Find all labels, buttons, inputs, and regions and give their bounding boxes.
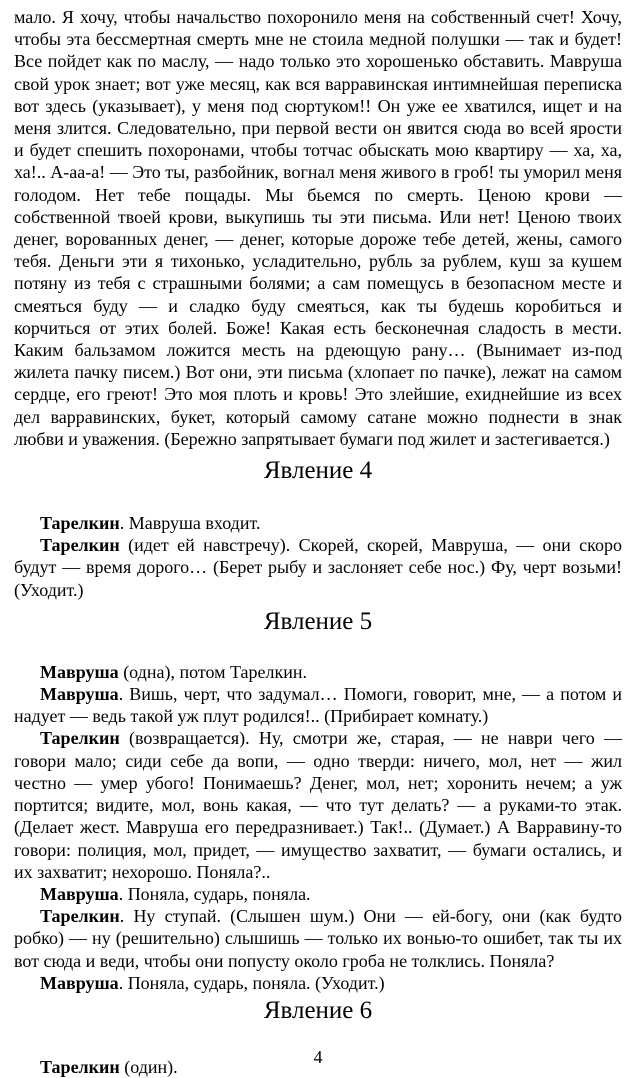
- speaker-name: Тарелкин: [40, 513, 120, 534]
- speaker-name: Мавруша: [40, 883, 119, 904]
- line-text: . Ну ступай. (Слышен шум.) Они — ей-богу, они (как будто робко) — ну (решительно) слышишь — только их вонью-то ошибет, так ты их вот сюда и веди, чтобы они попусту около гроба не толклись. Поняла?: [14, 906, 622, 971]
- book-page: [14, 6, 622, 1078]
- speaker-name: Мавруша: [40, 684, 119, 705]
- line-text: (возвращается). Ну, смотри же, старая, — не наври чего — говори мало; сиди себе да вопи, — одно тверди: ничего, мол, нет — жил честно — умер убого! Понимаешь? Денег, мол, нет; хоронить нечем; а уж портится; видите, мол, вонь какая, — что тут делать? — а руками-то этак. (Делает жест. Мавруша его передразнивает.) Так!.. (Думает.) А Варравину-то говори: полиция, мол, придет, — имущество захватит, — бумаги остались, и их захватит; нехорошо. Поняла?..: [14, 728, 622, 882]
- speaker-name: Мавруша: [40, 661, 119, 682]
- speaker-name: Тарелкин: [40, 728, 120, 749]
- line-text: . Мавруша входит.: [119, 513, 261, 534]
- page-number: 4: [313, 1047, 323, 1067]
- line-text: (один).: [119, 1056, 178, 1077]
- stage-direction: [14, 512, 622, 534]
- dialogue-paragraph: [14, 727, 622, 882]
- line-text: . Вишь, черт, что задумал… Помоги, говорит, мне, — а потом и надует — ведь такой уж плут родился!.. (Прибирает комнату.): [14, 684, 622, 727]
- line-text: . Поняла, сударь, поняла.: [118, 883, 311, 904]
- speaker-name: Тарелкин: [40, 1056, 120, 1077]
- stage-direction: [14, 661, 622, 683]
- speaker-name: Тарелкин: [40, 906, 120, 927]
- scene-heading: Явление 4: [263, 457, 373, 485]
- dialogue-paragraph: [14, 534, 622, 601]
- dialogue-paragraph: [14, 883, 622, 905]
- dialogue-paragraph: [14, 905, 622, 972]
- dialogue-paragraph: [14, 972, 622, 994]
- line-text: . Поняла, сударь, поняла. (Уходит.): [118, 972, 385, 993]
- line-text: (одна), потом Тарелкин.: [118, 661, 308, 682]
- scene-heading: Явление 6: [263, 996, 373, 1024]
- monologue-paragraph: мало. Я хочу, чтобы начальство похоронило меня на собственный счет! Хочу, чтобы эта бессмертная смерть мне не стоила медной полушки — так и будет! Все пойдет как по маслу, — надо только это хорошенько обставить. Мавруша свой урок знает; вот уже месяц, как вся варравинская интимнейшая переписка вот здесь (указывает), у меня под сюртуком!! Он уже ее хватился, ищет и на меня злится. Следовательно, при первой вести он явится сюда во всей ярости и будет спешить похоронами, чтобы тотчас обыскать мою квартиру — ха, ха, ха!.. А-аа-а! — Это ты, разбойник, вогнал меня живого в гроб! ты уморил меня голодом. Нет тебе пощады. Мы бьемся по смерть. Ценою крови — собственной твоей крови, выкупишь ты эти письма. Или нет! Ценою твоих денег, ворованных денег, — денег, которые дороже тебе детей, жены, самого тебя. Деньги эти я тихонько, усладительно, рубль за рублем, куш за кушем потяну из тебя с страшными болями; а сам помещусь в безопасном месте и смеяться буду — и сладко буду смеяться, как ты будешь коробиться и корчиться от этих болей. Боже! Какая есть бесконечная сладость в мести. Каким бальзамом ложится месть на рдеющую рану… (Вынимает из-под жилета пачку писем.) Вот они, эти письма (хлопает по пачке), лежат на самом сердце, его греют! Это моя плоть и кровь! Это злейшие, ехиднейшие из всех дел варравинских, букет, который самому сатане можно поднести в знак любви и уважения. (Бережно запрятывает бумаги под жилет и застегивается.): [14, 7, 622, 449]
- dialogue-paragraph: [14, 683, 622, 727]
- speaker-name: Тарелкин: [40, 535, 120, 556]
- line-text: (идет ей навстречу). Скорей, скорей, Мавруша, — они скоро будут — время дорого… (Берет рыбу и заслоняет себе нос.) Фу, черт возьми! (Уходит.): [14, 535, 622, 600]
- scene-heading: Явление 5: [263, 607, 373, 635]
- speaker-name: Мавруша: [40, 972, 119, 993]
